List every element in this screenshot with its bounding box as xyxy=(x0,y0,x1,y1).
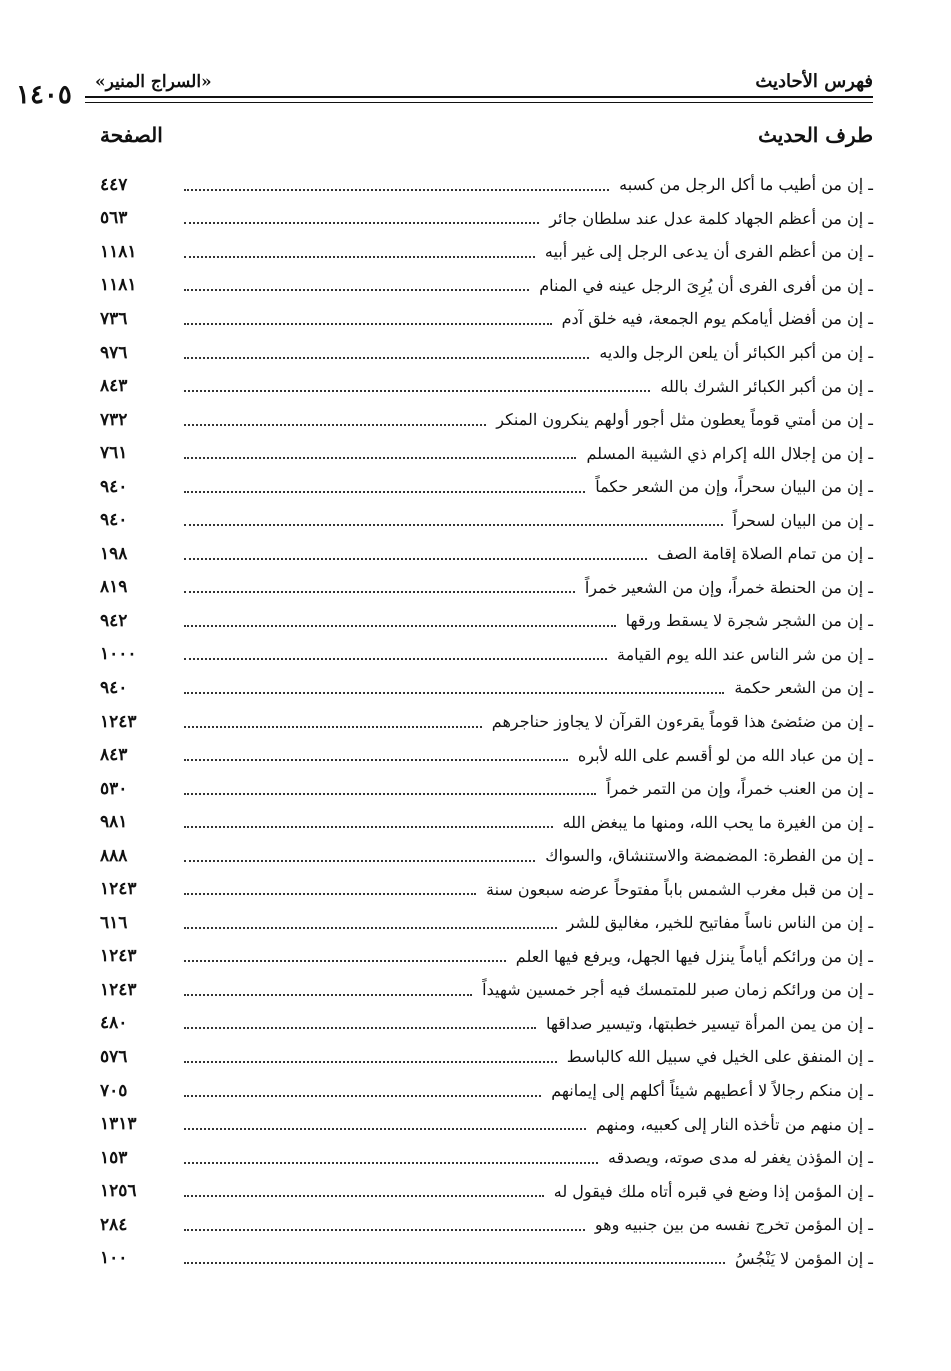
hadith-text: ـ إن من ورائكم زمان صبر للمتمسك فيه أجر خمسين شهيداً xyxy=(482,980,873,1000)
list-item xyxy=(100,705,873,739)
dot-leader xyxy=(184,994,472,996)
hadith-text: ـ إن المؤمن تخرج نفسه من بين جنبيه وهو xyxy=(594,1215,873,1235)
hadith-text: ـ إن من البيان سحراً، وإن من الشعر حكماً xyxy=(595,477,873,497)
dot-leader xyxy=(184,960,506,962)
header-rule-thin xyxy=(85,102,873,103)
list-item xyxy=(100,906,873,940)
dot-leader xyxy=(184,1128,586,1130)
hadith-text: ـ إن من العنب خمراً، وإن من التمر خمراً xyxy=(606,779,873,799)
page-reference: ٨٨٨ xyxy=(100,845,128,866)
hadith-text: ـ إن من قبل مغرب الشمس باباً مفتوحاً عرضه سبعون سنة xyxy=(485,879,873,899)
dot-leader xyxy=(184,726,482,728)
page-reference: ٧٠٥ xyxy=(100,1080,128,1101)
dot-leader xyxy=(184,357,589,359)
list-item xyxy=(100,1174,873,1208)
hadith-text: ـ إن من شر الناس عند الله يوم القيامة xyxy=(617,644,873,664)
dot-leader xyxy=(184,793,596,795)
dot-leader xyxy=(184,558,647,560)
page-reference: ٨٤٣ xyxy=(100,376,128,397)
list-item xyxy=(100,1141,873,1175)
dot-leader xyxy=(184,759,568,761)
dot-leader xyxy=(184,457,576,459)
hadith-text: ـ إن من أمتي قوماً يعطون مثل أجور أولهم ينكرون المنكر xyxy=(496,410,873,430)
hadith-text: ـ إن من الحنطة خمراً، وإن من الشعير خمراً xyxy=(584,577,873,597)
hadith-text: ـ إن من البيان لسحراً xyxy=(732,510,873,530)
hadith-text: ـ إن من الشعر حكمة xyxy=(734,678,873,698)
page-reference: ٩٤٠ xyxy=(100,677,128,698)
list-item xyxy=(100,470,873,504)
dot-leader xyxy=(184,1027,536,1029)
running-header xyxy=(95,60,873,92)
hadith-text: ـ إن من يمن المرأة تيسير خطبتها، وتيسير صداقها xyxy=(546,1013,873,1033)
list-item xyxy=(100,973,873,1007)
page-reference: ٥٧٦ xyxy=(100,1046,128,1067)
hadith-text: ـ إن المؤمن لا يَنْجُسُ xyxy=(735,1248,873,1268)
page-reference: ١٥٣ xyxy=(100,1147,128,1168)
dot-leader xyxy=(184,591,575,593)
page-reference: ٩٧٦ xyxy=(100,342,128,363)
page-reference: ١٢٥٦ xyxy=(100,1181,137,1202)
list-item xyxy=(100,839,873,873)
book-title: «السراج المنير» xyxy=(95,72,212,92)
page-number: ١٤٠٥ xyxy=(16,80,72,110)
dot-leader xyxy=(184,256,535,258)
dot-leader xyxy=(184,1262,725,1264)
hadith-text: ـ إن من أطيب ما أكل الرجل من كسبه xyxy=(619,175,873,195)
dot-leader xyxy=(184,289,529,291)
page-reference: ٨٤٣ xyxy=(100,745,128,766)
dot-leader xyxy=(184,491,585,493)
hadith-text: ـ إن من الغيرة ما يحب الله، ومنها ما يبغض الله xyxy=(562,812,873,832)
dot-leader xyxy=(184,692,724,694)
dot-leader xyxy=(184,524,723,526)
page-column-heading: الصفحة xyxy=(100,123,163,147)
page-reference: ٥٣٠ xyxy=(100,778,128,799)
dot-leader xyxy=(184,1162,598,1164)
list-item xyxy=(100,1040,873,1074)
hadith-text: ـ إن منكم رجالاً لا أعطيهم شيئاً أكلهم إلى إيمانهم xyxy=(551,1081,873,1101)
hadith-text: ـ إن من الناس ناساً مفاتيح للخير، مغاليق للشر xyxy=(566,913,873,933)
page-reference: ٤٤٧ xyxy=(100,174,128,195)
list-item xyxy=(100,403,873,437)
list-item xyxy=(100,805,873,839)
list-item xyxy=(100,940,873,974)
list-item xyxy=(100,302,873,336)
list-item xyxy=(100,537,873,571)
dot-leader xyxy=(184,893,476,895)
page-reference: ٩٤٠ xyxy=(100,510,128,531)
hadith-text: ـ إن من الشجر شجرة لا يسقط ورقها xyxy=(625,611,873,631)
page-reference: ١٢٤٣ xyxy=(100,879,137,900)
hadith-text: ـ إن من أعظم الفرى أن يدعى الرجل إلى غير أبيه xyxy=(544,242,873,262)
column-headings xyxy=(100,118,873,152)
list-item xyxy=(100,202,873,236)
page-reference: ١١٨١ xyxy=(100,241,137,262)
hadith-text: ـ إن من أكبر الكبائر أن يلعن الرجل والديه xyxy=(599,343,873,362)
dot-leader xyxy=(184,658,607,660)
page-reference: ٩٤٠ xyxy=(100,476,128,497)
list-item xyxy=(100,1074,873,1108)
hadith-text: ـ إن من عباد الله من لو أقسم على الله لأبره xyxy=(577,745,873,765)
hadith-column-heading: طرف الحديث xyxy=(758,123,873,147)
list-item xyxy=(100,269,873,303)
list-item xyxy=(100,1242,873,1276)
page-reference: ٦١٦ xyxy=(100,912,128,933)
hadith-text: ـ إن من أعظم الجهاد كلمة عدل عند سلطان جائر xyxy=(549,208,873,228)
list-item xyxy=(100,436,873,470)
page-reference: ١٢٤٣ xyxy=(100,979,137,1000)
hadith-text: ـ إن من ضئضئ هذا قوماً يقرءون القرآن لا يجاوز حناجرهم xyxy=(491,712,873,732)
list-item xyxy=(100,336,873,370)
list-item xyxy=(100,1007,873,1041)
page-reference: ٥٦٣ xyxy=(100,208,128,229)
dot-leader xyxy=(184,625,616,627)
list-item xyxy=(100,571,873,605)
dot-leader xyxy=(184,1095,541,1097)
dot-leader xyxy=(184,424,486,426)
page-reference: ٩٨١ xyxy=(100,812,128,833)
list-item xyxy=(100,369,873,403)
page-reference: ١٢٤٣ xyxy=(100,711,137,732)
dot-leader xyxy=(184,1195,544,1197)
list-item xyxy=(100,772,873,806)
page-reference: ١٠٠٠ xyxy=(100,644,137,665)
page-reference: ١٩٨ xyxy=(100,543,128,564)
page-reference: ٧٣٦ xyxy=(100,308,128,329)
list-item xyxy=(100,638,873,672)
dot-leader xyxy=(184,323,552,325)
hadith-text: ـ إن من إجلال الله إكرام ذي الشيبة المسلم xyxy=(586,443,873,463)
section-title: فهرس الأحاديث xyxy=(755,71,873,92)
dot-leader xyxy=(184,1061,557,1063)
dot-leader xyxy=(184,1229,585,1231)
page-reference: ٢٨٤ xyxy=(100,1214,128,1235)
dot-leader xyxy=(184,927,557,929)
page-reference: ٤٨٠ xyxy=(100,1013,128,1034)
hadith-text: ـ إن من ورائكم أياماً ينزل فيها الجهل، ويرفع فيها العلم xyxy=(515,946,873,966)
dot-leader xyxy=(184,826,553,828)
page-reference: ٨١٩ xyxy=(100,577,128,598)
hadith-text: ـ إن منهم من تأخذه النار إلى كعبيه، ومنهم xyxy=(595,1114,873,1134)
list-item xyxy=(100,503,873,537)
list-item xyxy=(100,168,873,202)
hadith-text: ـ إن من أكبر الكبائر الشرك بالله xyxy=(660,376,873,396)
hadith-text: ـ إن المؤذن يغفر له مدى صوته، ويصدقه xyxy=(608,1148,873,1168)
hadith-text: ـ إن من تمام الصلاة إقامة الصف xyxy=(657,544,873,564)
hadith-text: ـ إن المؤمن إذا وضع في قبره أتاه ملك فيقول له xyxy=(553,1181,873,1201)
page-reference: ١٠٠ xyxy=(100,1248,128,1269)
list-item xyxy=(100,1208,873,1242)
page-reference: ١٣١٣ xyxy=(100,1114,137,1135)
page-reference: ٩٤٢ xyxy=(100,610,128,631)
hadith-text: ـ إن من أفضل أيامكم يوم الجمعة، فيه خلق آدم xyxy=(561,309,873,329)
dot-leader xyxy=(184,390,650,392)
page-reference: ٧٣٢ xyxy=(100,409,128,430)
dot-leader xyxy=(184,189,609,191)
list-item xyxy=(100,738,873,772)
hadith-index-list xyxy=(100,168,873,1275)
header-rule xyxy=(85,96,873,98)
list-item xyxy=(100,604,873,638)
dot-leader xyxy=(184,222,539,224)
list-item xyxy=(100,235,873,269)
hadith-text: ـ إن من الفطرة: المضمضة والاستنشاق، والسواك xyxy=(545,846,873,866)
hadith-text: ـ إن من أفرى الفرى أن يُرِىَ الرجل عينه في المنام xyxy=(539,275,873,295)
page-reference: ٧٦١ xyxy=(100,443,128,464)
dot-leader xyxy=(184,860,535,862)
hadith-text: ـ إن المنفق على الخيل في سبيل الله كالباسط xyxy=(566,1047,873,1067)
page-reference: ١١٨١ xyxy=(100,275,137,296)
list-item xyxy=(100,872,873,906)
list-item xyxy=(100,671,873,705)
list-item xyxy=(100,1107,873,1141)
page-reference: ١٢٤٣ xyxy=(100,946,137,967)
